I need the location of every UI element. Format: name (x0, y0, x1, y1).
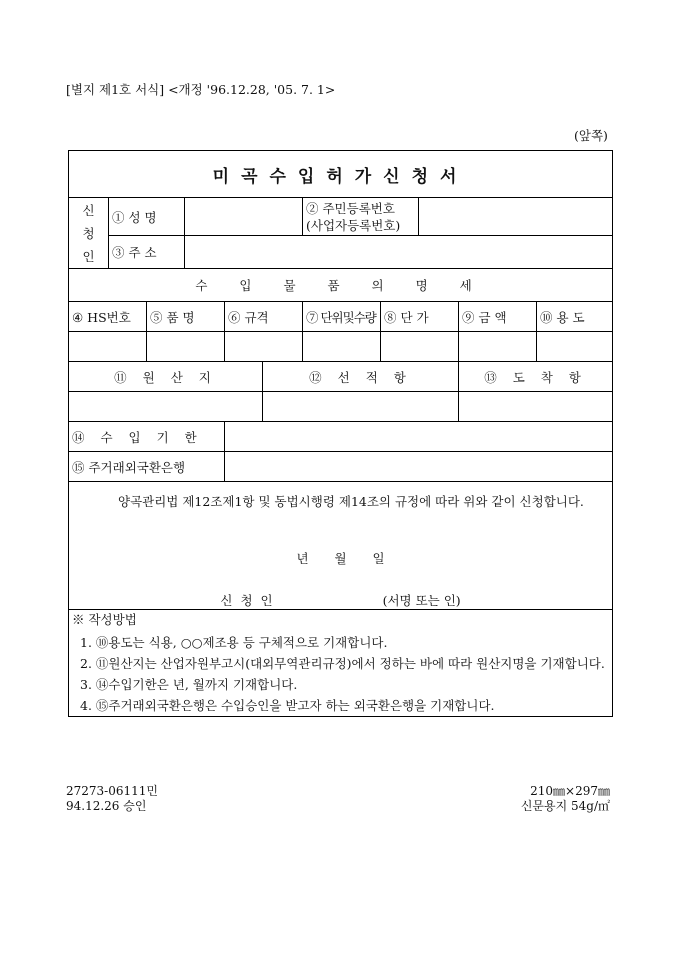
footer-paper-spec (480, 784, 610, 814)
address-label: ③ 주 소 (109, 236, 185, 269)
unit-price-header: ⑧ 단 가 (381, 302, 459, 332)
declaration-date: 년 월 일 (296, 551, 385, 566)
unit-quantity-field[interactable] (303, 332, 381, 362)
import-deadline-label: ⑭ 수 입 기 한 (69, 422, 225, 452)
bank-label: ⑮ 주거래외국환은행 (69, 452, 225, 482)
loading-port-header: ⑫ 선 적 항 (263, 362, 459, 392)
purpose-header: ⑩ 용 도 (537, 302, 613, 332)
approval-date: 94.12.26 승인 (66, 799, 147, 813)
instruction-item: 1. ⑩용도는 식용, ○○제조용 등 구체적으로 기재합니다. (80, 635, 388, 650)
specification-field[interactable] (225, 332, 303, 362)
origin-field[interactable] (69, 392, 263, 422)
amount-field[interactable] (459, 332, 537, 362)
loading-port-field[interactable] (263, 392, 459, 422)
paper-size: 210㎜×297㎜ (530, 784, 610, 798)
arrival-port-field[interactable] (459, 392, 613, 422)
name-label: ① 성 명 (109, 198, 185, 236)
form-code: 27273-06111민 (66, 784, 158, 798)
name-field[interactable] (185, 198, 303, 236)
item-name-field[interactable] (147, 332, 225, 362)
hs-number-header: ④ HS번호 (69, 302, 147, 332)
purpose-field[interactable] (537, 332, 613, 362)
arrival-port-header: ⑬ 도 착 항 (459, 362, 613, 392)
hs-number-field[interactable] (69, 332, 147, 362)
signature-label: (서명 또는 인) (382, 593, 461, 608)
unit-quantity-header: ⑦ 단위및수량 (303, 302, 381, 332)
form-number-note: [별지 제1호 서식] <개정 '96.12.28, '05. 7. 1> (66, 82, 336, 97)
import-deadline-field[interactable] (225, 422, 613, 452)
item-name-header: ⑤ 품 명 (147, 302, 225, 332)
unit-price-field[interactable] (381, 332, 459, 362)
amount-header: ⑨ 금 액 (459, 302, 537, 332)
goods-section-title: 수 입 물 품 의 명 세 (69, 269, 613, 302)
registration-number-field[interactable] (419, 198, 613, 236)
paper-type: 신문용지 54g/㎡ (520, 799, 610, 813)
instructions-title: ※ 작성방법 (72, 612, 137, 627)
bank-field[interactable] (225, 452, 613, 482)
instruction-item: 3. ⑭수입기한은 년, 월까지 기재합니다. (80, 677, 298, 692)
origin-header: ⑪ 원 산 지 (69, 362, 263, 392)
application-form (68, 150, 613, 717)
registration-number-label: ② 주민등록번호 (사업자등록번호) (303, 198, 419, 236)
applicant-section-label: 신 청 인 (69, 198, 109, 269)
specification-header: ⑥ 규격 (225, 302, 303, 332)
instructions-block (69, 610, 613, 717)
form-title: 미곡수입허가신청서 (69, 151, 613, 198)
footer-approval (66, 784, 158, 814)
address-field[interactable] (185, 236, 613, 269)
instruction-item: 2. ⑪원산지는 산업자원부고시(대외무역관리규정)에서 정하는 바에 따라 원산지명을 기재합니다. (80, 656, 605, 671)
declaration-block (69, 482, 613, 610)
instruction-item: 4. ⑮주거래외국환은행은 수입승인을 받고자 하는 외국환은행을 기재합니다. (80, 698, 495, 713)
declaration-text: 양곡관리법 제12조제1항 및 동법시행령 제14조의 규정에 따라 위와 같이 신청합니다. (118, 494, 584, 509)
page-side-note: (앞쪽) (574, 128, 608, 143)
signer-label: 신 청 인 (220, 593, 273, 608)
